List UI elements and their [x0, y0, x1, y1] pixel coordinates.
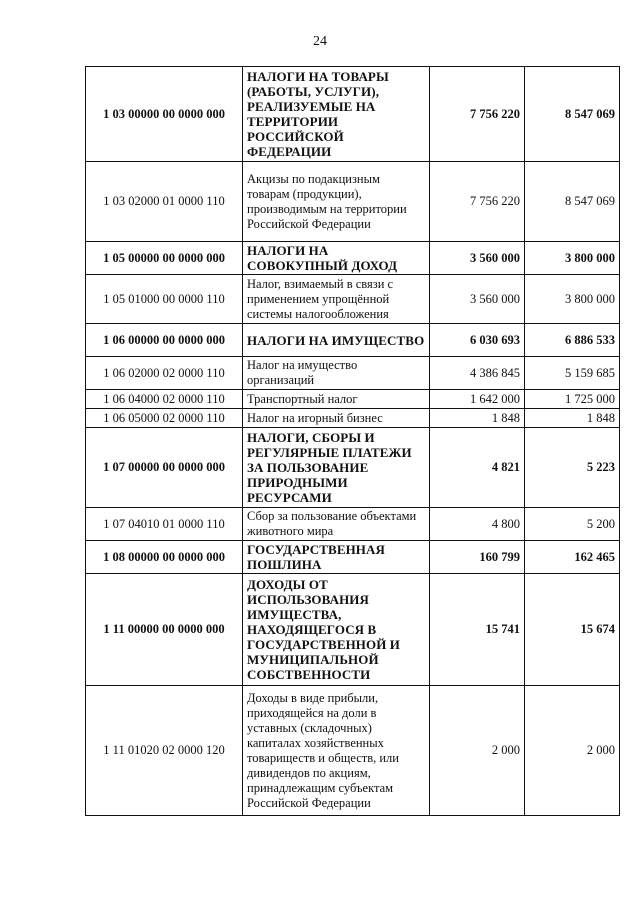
- table-row: [86, 67, 620, 162]
- table-row: [86, 324, 620, 357]
- budget-code: 1 03 00000 00 0000 000: [86, 67, 243, 162]
- revenue-name: Налог на игорный бизнес: [243, 409, 430, 428]
- table-row: [86, 242, 620, 275]
- amount-year-1: 4 386 845: [430, 357, 525, 390]
- amount-year-1: 7 756 220: [430, 67, 525, 162]
- revenue-name: Сбор за пользование объектами животного мира: [243, 508, 430, 541]
- budget-code: 1 06 04000 02 0000 110: [86, 390, 243, 409]
- revenue-name: Транспортный налог: [243, 390, 430, 409]
- amount-year-2: 8 547 069: [525, 67, 620, 162]
- budget-code: 1 05 00000 00 0000 000: [86, 242, 243, 275]
- table-row: [86, 162, 620, 242]
- amount-year-2: 5 159 685: [525, 357, 620, 390]
- amount-year-2: 2 000: [525, 686, 620, 816]
- table-row: [86, 390, 620, 409]
- amount-year-1: 4 800: [430, 508, 525, 541]
- amount-year-1: 160 799: [430, 541, 525, 574]
- budget-code: 1 03 02000 01 0000 110: [86, 162, 243, 242]
- revenue-name: ДОХОДЫ ОТ ИСПОЛЬЗОВАНИЯ ИМУЩЕСТВА, НАХОДЯЩЕГОСЯ В ГОСУДАРСТВЕННОЙ И МУНИЦИПАЛЬНОЙ СОБСТВЕННОСТИ: [243, 574, 430, 686]
- budget-code: 1 05 01000 00 0000 110: [86, 275, 243, 324]
- revenue-name: Доходы в виде прибыли, приходящейся на доли в уставных (складочных) капиталах хозяйственных товариществ и обществ, или дивидендов по акциям, принадлежащим субъектам Российской Федерации: [243, 686, 430, 816]
- budget-code: 1 06 00000 00 0000 000: [86, 324, 243, 357]
- table-row: [86, 357, 620, 390]
- amount-year-2: 15 674: [525, 574, 620, 686]
- table-row: [86, 541, 620, 574]
- budget-code: 1 07 04010 01 0000 110: [86, 508, 243, 541]
- budget-code: 1 07 00000 00 0000 000: [86, 428, 243, 508]
- revenue-name: НАЛОГИ НА СОВОКУПНЫЙ ДОХОД: [243, 242, 430, 275]
- table-row: [86, 574, 620, 686]
- amount-year-1: 6 030 693: [430, 324, 525, 357]
- revenue-name: Акцизы по подакцизным товарам (продукции), производимым на территории Российской Федерации: [243, 162, 430, 242]
- amount-year-1: 1 848: [430, 409, 525, 428]
- budget-code: 1 08 00000 00 0000 000: [86, 541, 243, 574]
- budget-code: 1 06 05000 02 0000 110: [86, 409, 243, 428]
- revenue-name: Налог, взимаемый в связи с применением упрощённой системы налогообложения: [243, 275, 430, 324]
- page-number: 24: [313, 34, 327, 49]
- amount-year-1: 1 642 000: [430, 390, 525, 409]
- budget-code: 1 11 00000 00 0000 000: [86, 574, 243, 686]
- amount-year-1: 2 000: [430, 686, 525, 816]
- table-row: [86, 275, 620, 324]
- amount-year-1: 3 560 000: [430, 275, 525, 324]
- table-row: [86, 428, 620, 508]
- amount-year-1: 4 821: [430, 428, 525, 508]
- amount-year-2: 8 547 069: [525, 162, 620, 242]
- budget-code: 1 11 01020 02 0000 120: [86, 686, 243, 816]
- amount-year-2: 1 725 000: [525, 390, 620, 409]
- table-row: [86, 409, 620, 428]
- revenue-name: Налог на имущество организаций: [243, 357, 430, 390]
- amount-year-2: 5 223: [525, 428, 620, 508]
- budget-revenue-table: [85, 66, 620, 816]
- table-row: [86, 686, 620, 816]
- revenue-name: НАЛОГИ, СБОРЫ И РЕГУЛЯРНЫЕ ПЛАТЕЖИ ЗА ПОЛЬЗОВАНИЕ ПРИРОДНЫМИ РЕСУРСАМИ: [243, 428, 430, 508]
- revenue-name: НАЛОГИ НА ТОВАРЫ (РАБОТЫ, УСЛУГИ), РЕАЛИЗУЕМЫЕ НА ТЕРРИТОРИИ РОССИЙСКОЙ ФЕДЕРАЦИИ: [243, 67, 430, 162]
- budget-code: 1 06 02000 02 0000 110: [86, 357, 243, 390]
- amount-year-2: 5 200: [525, 508, 620, 541]
- amount-year-2: 6 886 533: [525, 324, 620, 357]
- amount-year-1: 7 756 220: [430, 162, 525, 242]
- amount-year-2: 162 465: [525, 541, 620, 574]
- amount-year-1: 3 560 000: [430, 242, 525, 275]
- amount-year-1: 15 741: [430, 574, 525, 686]
- amount-year-2: 1 848: [525, 409, 620, 428]
- revenue-name: ГОСУДАРСТВЕННАЯ ПОШЛИНА: [243, 541, 430, 574]
- amount-year-2: 3 800 000: [525, 275, 620, 324]
- table-row: [86, 508, 620, 541]
- amount-year-2: 3 800 000: [525, 242, 620, 275]
- revenue-name: НАЛОГИ НА ИМУЩЕСТВО: [243, 324, 430, 357]
